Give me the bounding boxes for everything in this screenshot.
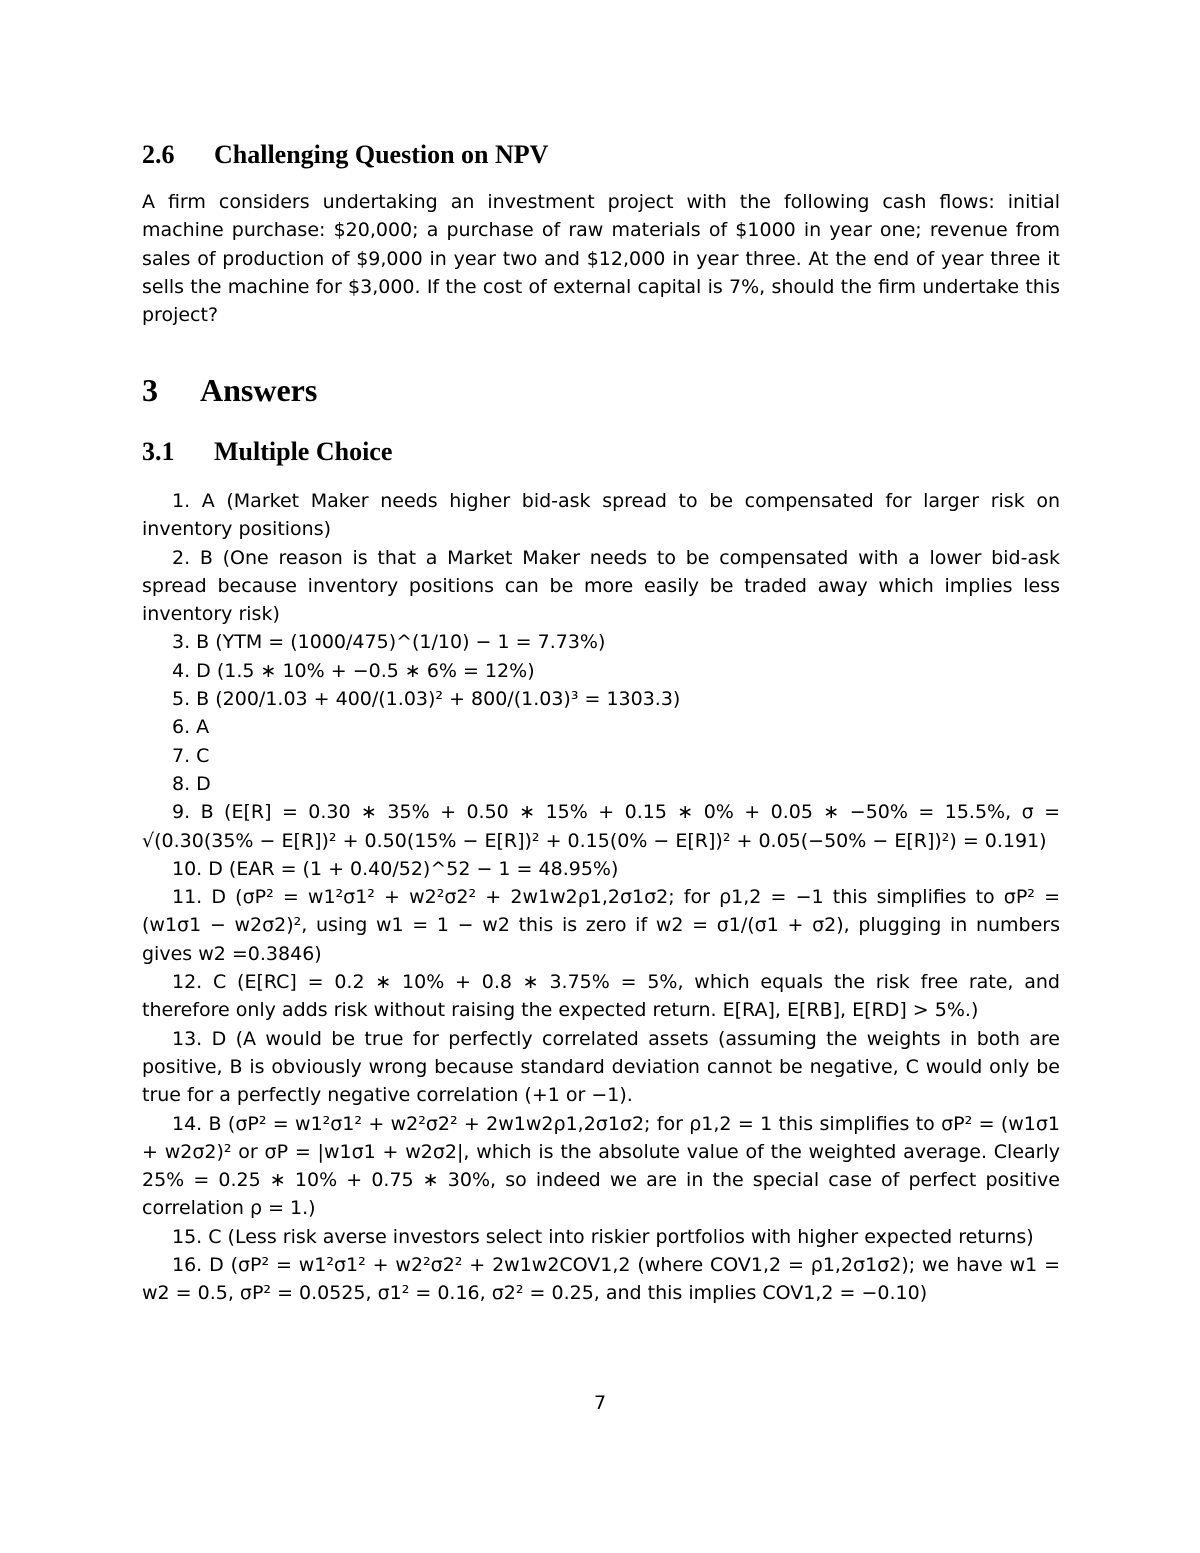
section-heading-3-1 bbox=[142, 437, 392, 467]
answer-item: 10. D (EAR = (1 + 0.40/52)^52 − 1 = 48.95%) bbox=[172, 857, 619, 880]
section-number: 3 bbox=[142, 372, 158, 408]
answer-item: 6. A bbox=[172, 716, 210, 739]
npv-question-paragraph: A firm considers undertaking an investment project with the following cash flows: initial machine purchase: $20,000; a purchase of raw materials of $1000 in year one; revenue from sales of production of $9,000 in year two and $12,000 in year three. At the end of year three it sells the machine for $3,000. If the cost of external capital is 7%, should the firm undertake this project? bbox=[142, 191, 1060, 327]
answer-item: 11. D (σP² = w1²σ1² + w2²σ2² + 2w1w2ρ1,2σ1σ2; for ρ1,2 = −1 this simplifies to σP² = (w1σ1 − w2σ2)², using w1 = 1 − w2 this is zero if w2 = σ1/(σ1 + σ2), plugging in numbers gives w2 =0.3846) bbox=[142, 886, 1060, 965]
section-heading-2-6 bbox=[142, 140, 548, 170]
answer-item: 3. B (YTM = (1000/475)^(1/10) − 1 = 7.73%) bbox=[172, 631, 606, 654]
section-2-6-body bbox=[142, 188, 1060, 329]
section-number: 2.6 bbox=[142, 140, 175, 169]
answer-item: 2. B (One reason is that a Market Maker needs to be compensated with a lower bid-ask spread because inventory positions can be more easily be traded away which implies less inventory risk) bbox=[142, 546, 1060, 626]
answers-list bbox=[142, 487, 1060, 1308]
section-heading-3 bbox=[142, 372, 317, 409]
section-title: Answers bbox=[200, 372, 318, 408]
section-number: 3.1 bbox=[142, 437, 175, 466]
answer-item: 12. C (E[RC] = 0.2 ∗ 10% + 0.8 ∗ 3.75% = 5%, which equals the risk free rate, and therefore only adds risk without raising the expected return. E[RA], E[RB], E[RD] > 5%.) bbox=[142, 971, 1060, 1022]
answer-item: 1. A (Market Maker needs higher bid-ask spread to be compensated for larger risk on inventory positions) bbox=[142, 490, 1060, 541]
answer-item: 13. D (A would be true for perfectly correlated assets (assuming the weights in both are positive, B is obviously wrong because standard deviation cannot be negative, C would only be true for a perfectly negative correlation (+1 or −1). bbox=[142, 1027, 1060, 1107]
section-title: Multiple Choice bbox=[214, 437, 393, 466]
answer-item: 5. B (200/1.03 + 400/(1.03)² + 800/(1.03)³ = 1303.3) bbox=[172, 688, 681, 711]
answer-item: 14. B (σP² = w1²σ1² + w2²σ2² + 2w1w2ρ1,2σ1σ2; for ρ1,2 = 1 this simplifies to σP² = (w1σ1 + w2σ2)² or σP = |w1σ1 + w2σ2|, which is the absolute value of the weighted average. Clearly 25% = 0.25 ∗ 10% + 0.75 ∗ 30%, so indeed we are in the special case of perfect positive correlation ρ = 1.) bbox=[142, 1112, 1060, 1220]
answer-item: 4. D (1.5 ∗ 10% + −0.5 ∗ 6% = 12%) bbox=[172, 659, 535, 682]
answer-item: 8. D bbox=[172, 772, 211, 795]
answer-item: 7. C bbox=[172, 744, 210, 767]
answer-item: 15. C (Less risk averse investors select into riskier portfolios with higher expected returns) bbox=[172, 1225, 1034, 1248]
answer-item: 9. B (E[R] = 0.30 ∗ 35% + 0.50 ∗ 15% + 0.15 ∗ 0% + 0.05 ∗ −50% = 15.5%, σ = √(0.30(35% − E[R])² + 0.50(15% − E[R])² + 0.15(0% − E[R])² + 0.05(−50% − E[R])²) = 0.191) bbox=[142, 801, 1060, 852]
page-number: 7 bbox=[593, 1392, 607, 1414]
section-title: Challenging Question on NPV bbox=[214, 140, 549, 169]
answer-item: 16. D (σP² = w1²σ1² + w2²σ2² + 2w1w2COV1,2 (where COV1,2 = ρ1,2σ1σ2); we have w1 = w2 = 0.5, σP² = 0.0525, σ1² = 0.16, σ2² = 0.25, and this implies COV1,2 = −0.10) bbox=[142, 1254, 1060, 1305]
